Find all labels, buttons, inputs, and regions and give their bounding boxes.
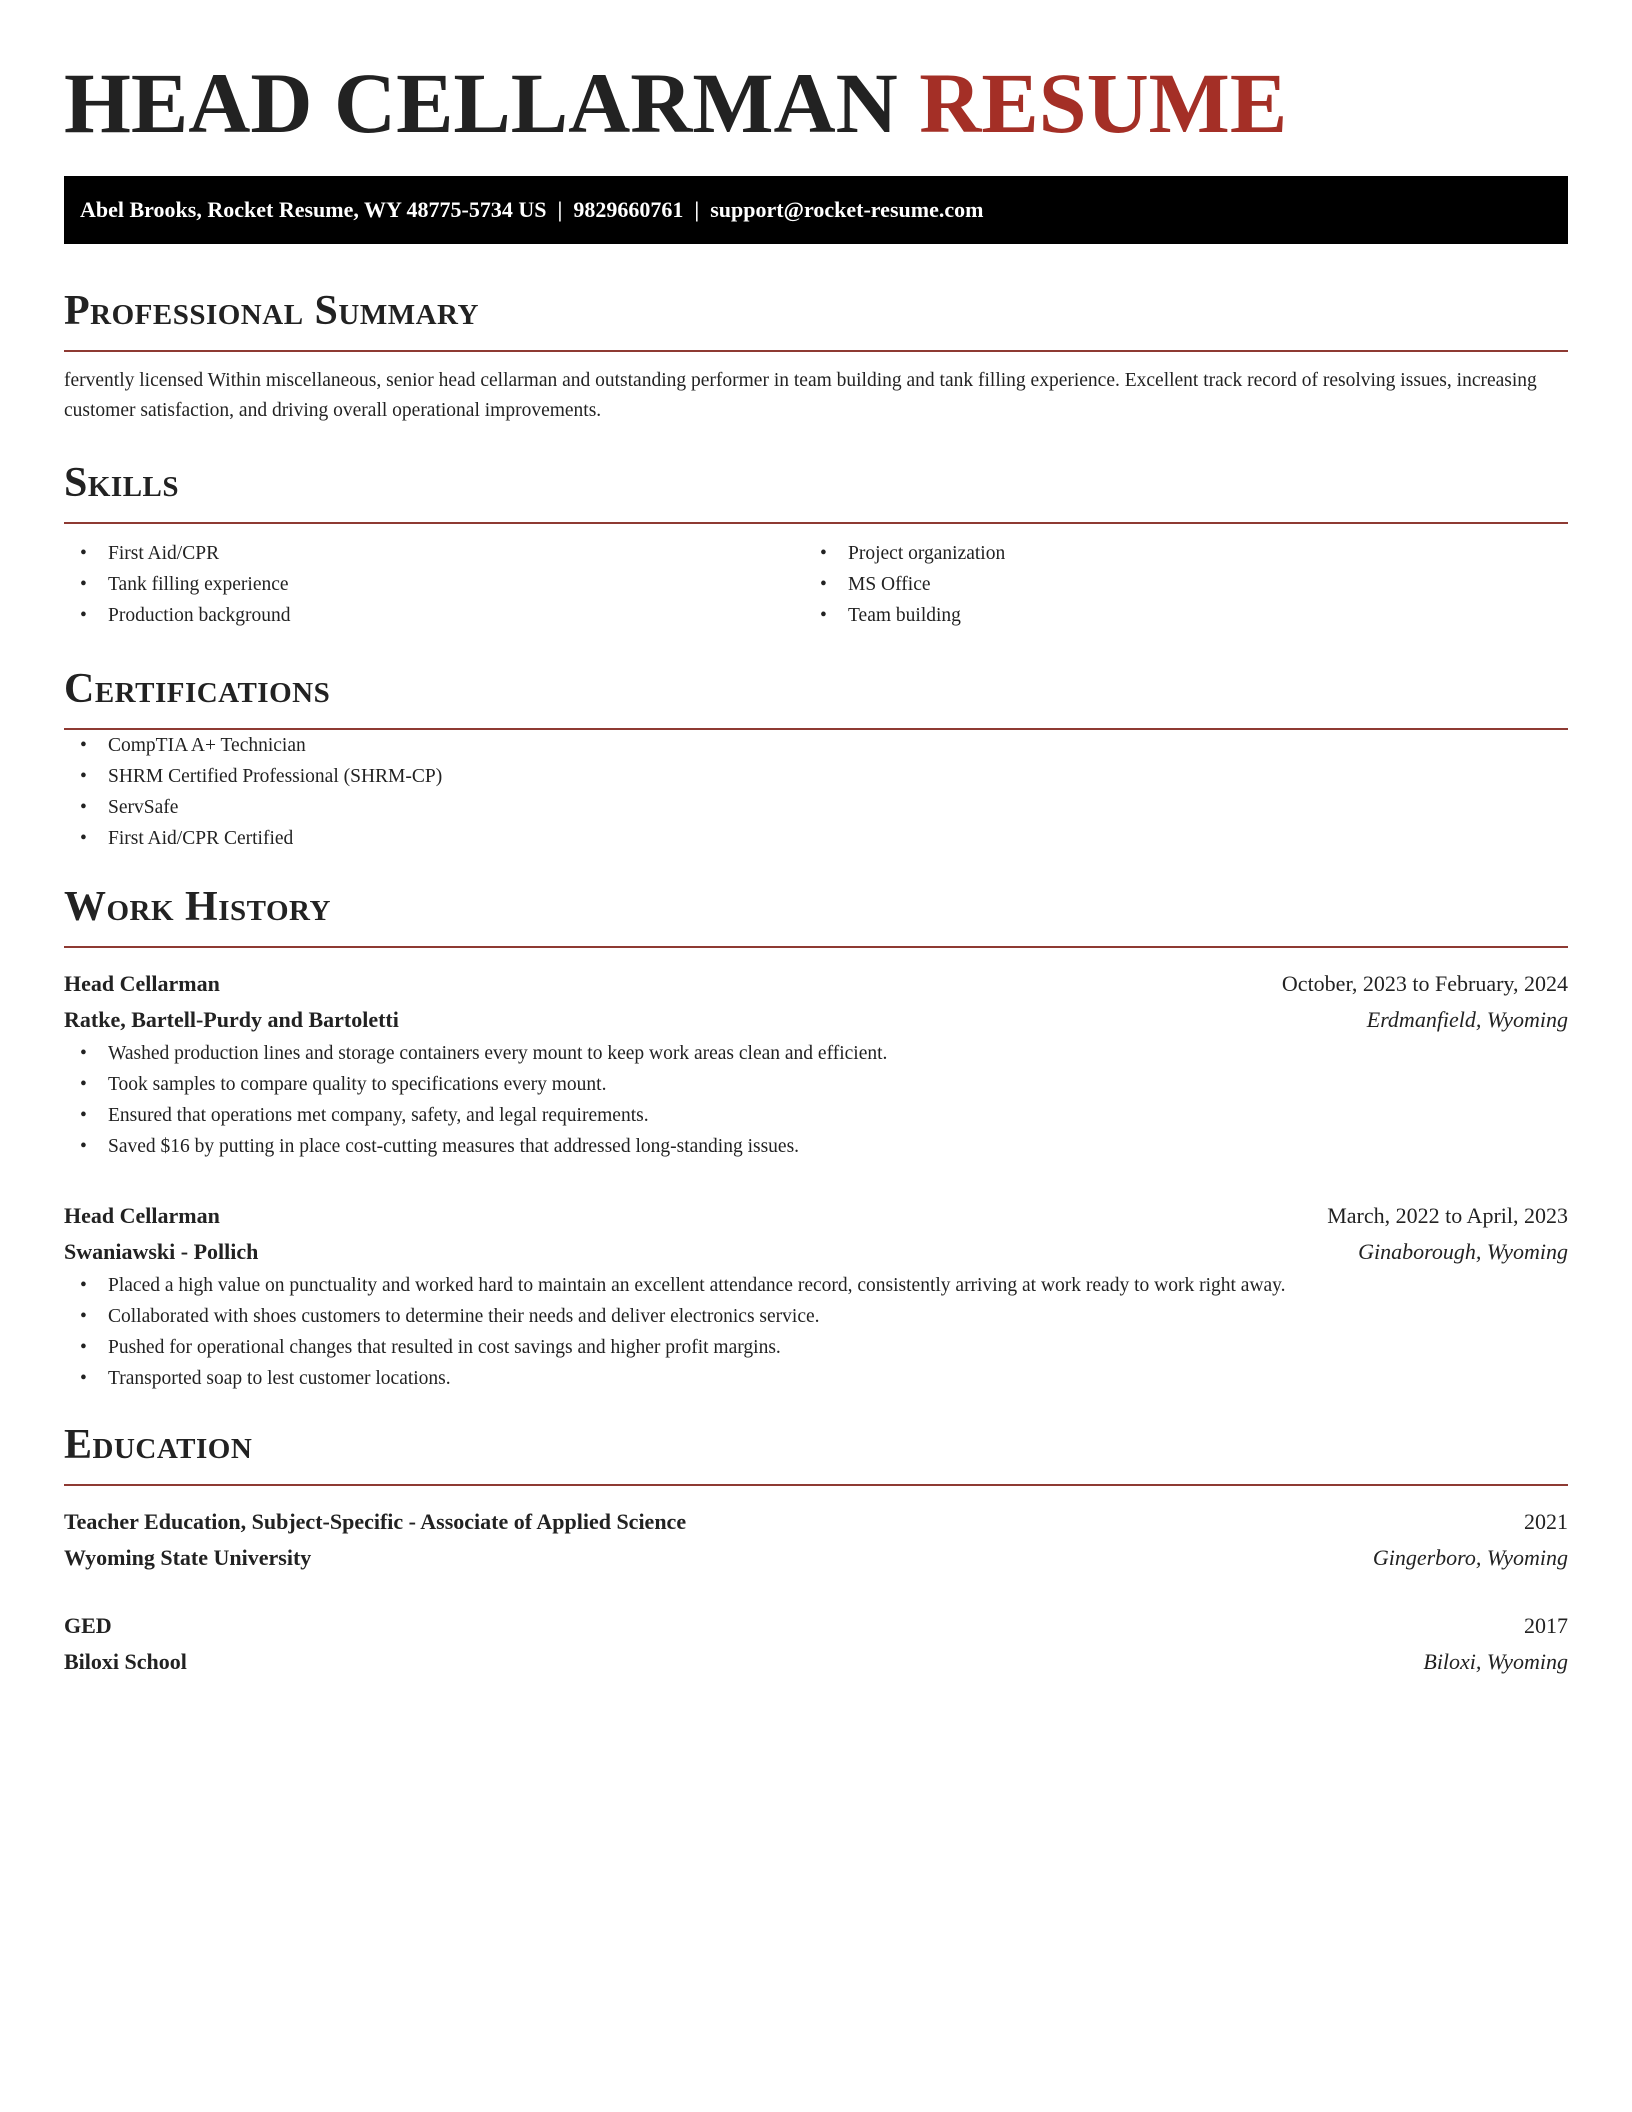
resume-page (64, 48, 1568, 1680)
section-heading-summary: Professional Summary (64, 288, 479, 334)
education-entry (64, 1504, 1568, 1576)
section-heading-certifications: Certifications (64, 666, 331, 712)
work-history-section (64, 882, 1568, 1394)
education-entry (64, 1608, 1568, 1680)
certification-item: • CompTIA A+ Technician (64, 730, 1568, 761)
job-title: Head Cellarman (64, 971, 220, 996)
section-divider (64, 946, 1568, 948)
job-bullet: • Washed production lines and storage containers every mount to keep work areas clean and efficient. (64, 1038, 1568, 1069)
job-bullet: • Ensured that operations met company, safety, and legal requirements. (64, 1100, 1568, 1131)
job-location: Ginaborough, Wyoming (1358, 1239, 1568, 1264)
skill-item: • First Aid/CPR (64, 538, 804, 569)
section-divider (64, 350, 1568, 352)
job-bullet: • Transported soap to lest customer locations. (64, 1363, 1568, 1394)
contact-bar (64, 176, 1568, 244)
education-year: 2021 (1524, 1509, 1568, 1534)
job-bullet: • Took samples to compare quality to specifications every mount. (64, 1069, 1568, 1100)
job-bullet: • Saved $16 by putting in place cost-cutting measures that addressed long-standing issues. (64, 1131, 1568, 1162)
contact-address: Abel Brooks, Rocket Resume, WY 48775-5734 US (80, 197, 547, 222)
skills-column-right (804, 538, 1544, 631)
job-title: Head Cellarman (64, 1203, 220, 1228)
summary-text: fervently licensed Within miscellaneous, senior head cellarman and outstanding performer in team building and tank filling experience. Excellent track record of resolving issues, increasing customer satisfaction, and driving overall operational improvements. (64, 370, 1537, 421)
education-year: 2017 (1524, 1613, 1568, 1638)
certifications-list (64, 730, 1568, 854)
section-divider (64, 1484, 1568, 1486)
contact-separator: | (694, 197, 700, 222)
skill-item: • MS Office (804, 569, 1544, 600)
section-divider (64, 522, 1568, 524)
education-location: Gingerboro, Wyoming (1372, 1545, 1568, 1570)
skill-item: • Tank filling experience (64, 569, 804, 600)
skill-item: • Production background (64, 600, 804, 631)
job-bullet: • Pushed for operational changes that resulted in cost savings and higher profit margins. (64, 1332, 1568, 1363)
job-location: Erdmanfield, Wyoming (1366, 1007, 1568, 1032)
skills-grid (64, 538, 1568, 631)
job-bullet: • Collaborated with shoes customers to determine their needs and deliver electronics service. (64, 1301, 1568, 1332)
job-company: Swaniawski - Pollich (64, 1239, 259, 1264)
skills-section (64, 458, 1568, 631)
certification-item: • SHRM Certified Professional (SHRM-CP) (64, 761, 1568, 792)
education-section (64, 1420, 1568, 1680)
education-location: Biloxi, Wyoming (1423, 1649, 1568, 1674)
title-main: HEAD CELLARMAN (64, 55, 898, 151)
education-degree: Teacher Education, Subject-Specific - Associate of Applied Science (64, 1509, 687, 1534)
certifications-section (64, 664, 1568, 854)
skill-item: • Project organization (804, 538, 1544, 569)
job-bullet: • Placed a high value on punctuality and worked hard to maintain an excellent attendance record, consistently arriving at work ready to work right away. (64, 1270, 1568, 1301)
certification-item: • First Aid/CPR Certified (64, 823, 1568, 854)
skills-column-left (64, 538, 804, 631)
section-heading-work-history: Work History (64, 884, 331, 930)
education-degree: GED (64, 1613, 112, 1638)
job-bullets (64, 1038, 1568, 1162)
title-accent: RESUME (919, 55, 1288, 151)
job-entry (64, 966, 1568, 1162)
summary-section (64, 286, 1568, 426)
education-school: Biloxi School (64, 1649, 187, 1674)
contact-email[interactable]: support@rocket-resume.com (710, 197, 984, 222)
job-bullets (64, 1270, 1568, 1394)
contact-phone: 9829660761 (573, 197, 684, 222)
section-heading-skills: Skills (64, 460, 180, 506)
certification-item: • ServSafe (64, 792, 1568, 823)
job-company: Ratke, Bartell-Purdy and Bartoletti (64, 1007, 399, 1032)
job-dates: March, 2022 to April, 2023 (1327, 1203, 1568, 1228)
skill-item: • Team building (804, 600, 1544, 631)
section-heading-education: Education (64, 1422, 253, 1468)
education-school: Wyoming State University (64, 1545, 312, 1570)
job-entry (64, 1198, 1568, 1394)
resume-title (64, 48, 1568, 158)
job-dates: October, 2023 to February, 2024 (1281, 971, 1568, 996)
contact-separator: | (557, 197, 563, 222)
